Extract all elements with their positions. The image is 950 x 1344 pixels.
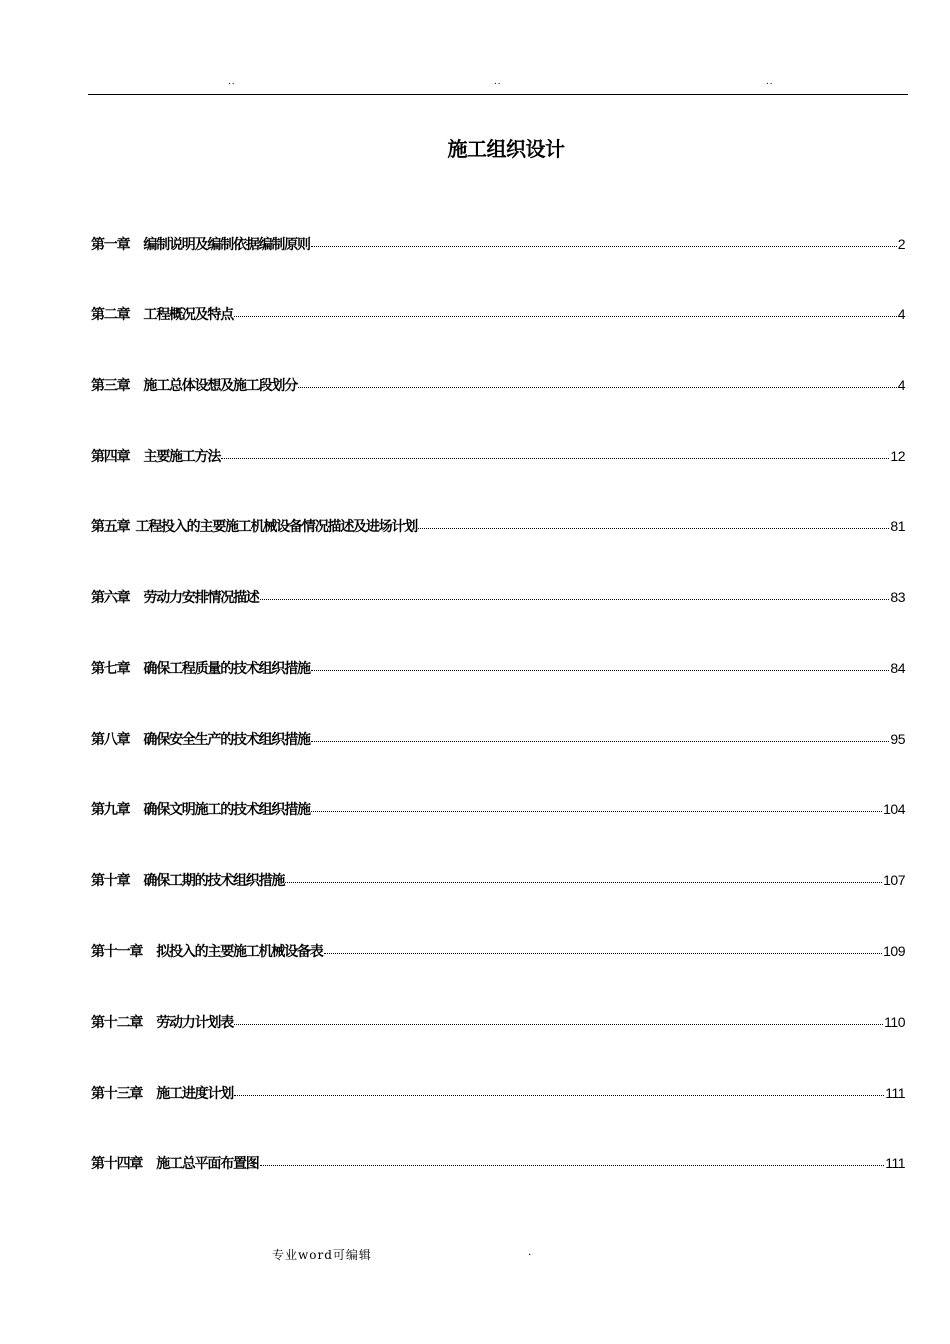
toc-chapter-label: 第九章 xyxy=(91,802,130,818)
header-mark-right: .. xyxy=(766,76,774,87)
header-mark-left: .. xyxy=(228,76,236,87)
toc-entry-title: 施工进度计划 xyxy=(156,1086,234,1102)
toc-chapter-label: 第十章 xyxy=(91,873,130,889)
toc-entry[interactable] xyxy=(91,658,905,682)
toc-entry-title: 确保文明施工的技术组织措施 xyxy=(143,802,310,818)
footer-note: 专业word可编辑 xyxy=(272,1248,372,1262)
toc-dot-leader xyxy=(311,741,890,742)
toc-chapter-label: 第十一章 xyxy=(91,944,143,960)
toc-entry-title: 确保工期的技术组织措施 xyxy=(143,873,285,889)
toc-dot-leader xyxy=(324,953,883,954)
toc-dot-leader xyxy=(260,1165,885,1166)
toc-dot-leader xyxy=(260,599,890,600)
toc-page-number: 4 xyxy=(897,306,905,322)
header-rule xyxy=(88,94,908,95)
toc-entry-title: 工程投入的主要施工机械设备情况描述及进场计划 xyxy=(135,519,418,535)
toc-dot-leader xyxy=(311,246,897,247)
toc-entry[interactable] xyxy=(91,799,905,823)
toc-chapter-label: 第五章 xyxy=(91,519,130,535)
toc-entry-title: 主要施工方法 xyxy=(143,449,221,465)
toc-dot-leader xyxy=(418,528,889,529)
toc-dot-leader xyxy=(234,316,897,317)
toc-entry[interactable] xyxy=(91,729,905,753)
toc-entry-title: 拟投入的主要施工机械设备表 xyxy=(156,944,323,960)
toc-chapter-label: 第四章 xyxy=(91,449,130,465)
toc-chapter-label: 第七章 xyxy=(91,661,130,677)
toc-page-number: 84 xyxy=(890,660,905,676)
toc-entry-title: 确保工程质量的技术组织措施 xyxy=(143,661,310,677)
toc-dot-leader xyxy=(221,458,889,459)
toc-dot-leader xyxy=(311,670,890,671)
toc-page-number: 12 xyxy=(890,448,905,464)
toc-page-number: 107 xyxy=(883,872,905,888)
toc-chapter-label: 第十二章 xyxy=(91,1015,143,1031)
toc-page-number: 95 xyxy=(890,731,905,747)
toc-page-number: 81 xyxy=(890,518,905,534)
toc-page-number: 109 xyxy=(883,943,905,959)
toc-chapter-label: 第十四章 xyxy=(91,1156,143,1172)
toc-entry-title: 施工总体设想及施工段划分 xyxy=(143,378,298,394)
toc-dot-leader xyxy=(285,882,882,883)
toc-entry[interactable] xyxy=(91,1153,905,1177)
toc-chapter-label: 第三章 xyxy=(91,378,130,394)
toc-entry[interactable] xyxy=(91,234,905,258)
toc-page-number: 111 xyxy=(885,1085,905,1101)
toc-chapter-label: 第一章 xyxy=(91,237,130,253)
toc-entry[interactable] xyxy=(91,516,905,540)
toc-dot-leader xyxy=(298,387,897,388)
toc-entry[interactable] xyxy=(91,446,905,470)
toc-page-number: 4 xyxy=(897,377,905,393)
toc-entry-title: 施工总平面布置图 xyxy=(156,1156,259,1172)
toc-chapter-label: 第八章 xyxy=(91,732,130,748)
toc-dot-leader xyxy=(234,1024,883,1025)
toc-entry[interactable] xyxy=(91,1012,905,1036)
toc-dot-leader xyxy=(311,811,882,812)
toc-page-number: 104 xyxy=(883,801,905,817)
toc-page-number: 83 xyxy=(890,589,905,605)
toc-entry[interactable] xyxy=(91,1083,905,1107)
header-mark-center: .. xyxy=(494,76,502,87)
toc-entry[interactable] xyxy=(91,304,905,328)
toc-chapter-label: 第六章 xyxy=(91,590,130,606)
toc-entry[interactable] xyxy=(91,375,905,399)
toc-entry-title: 确保安全生产的技术组织措施 xyxy=(143,732,310,748)
toc-page-number: 111 xyxy=(885,1155,905,1171)
toc-entry[interactable] xyxy=(91,870,905,894)
toc-entry-title: 工程概况及特点 xyxy=(143,307,234,323)
toc-entry[interactable] xyxy=(91,941,905,965)
toc-entry-title: 劳动力计划表 xyxy=(156,1015,234,1031)
toc-dot-leader xyxy=(234,1095,884,1096)
toc-page-number: 2 xyxy=(897,236,905,252)
toc-chapter-label: 第二章 xyxy=(91,307,130,323)
toc-entry[interactable] xyxy=(91,587,905,611)
toc-entry-title: 编制说明及编制依据编制原则 xyxy=(143,237,310,253)
footer-mark: . xyxy=(528,1244,532,1258)
toc-chapter-label: 第十三章 xyxy=(91,1086,143,1102)
toc-entry-title: 劳动力安排情况描述 xyxy=(143,590,259,606)
document-title: 施工组织设计 xyxy=(447,137,565,161)
toc-page-number: 110 xyxy=(884,1014,905,1030)
